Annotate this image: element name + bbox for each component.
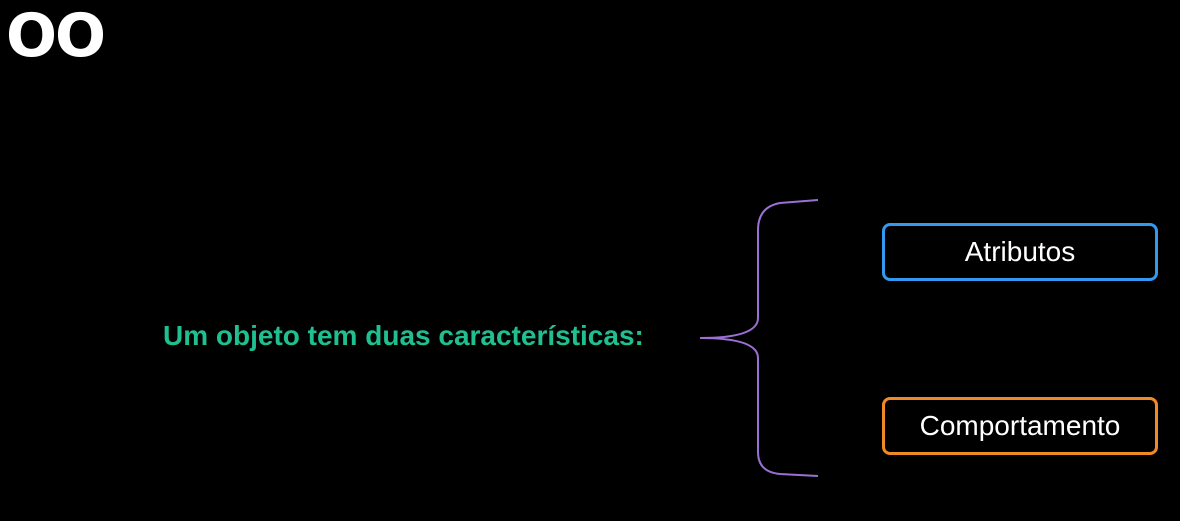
- statement-text: Um objeto tem duas características:: [163, 320, 644, 351]
- behavior-box: Comportamento: [882, 397, 1158, 455]
- brace-path: [700, 200, 818, 476]
- oo-logo: OO: [6, 1, 105, 71]
- attributes-box: Atributos: [882, 223, 1158, 281]
- curly-brace: [690, 190, 830, 490]
